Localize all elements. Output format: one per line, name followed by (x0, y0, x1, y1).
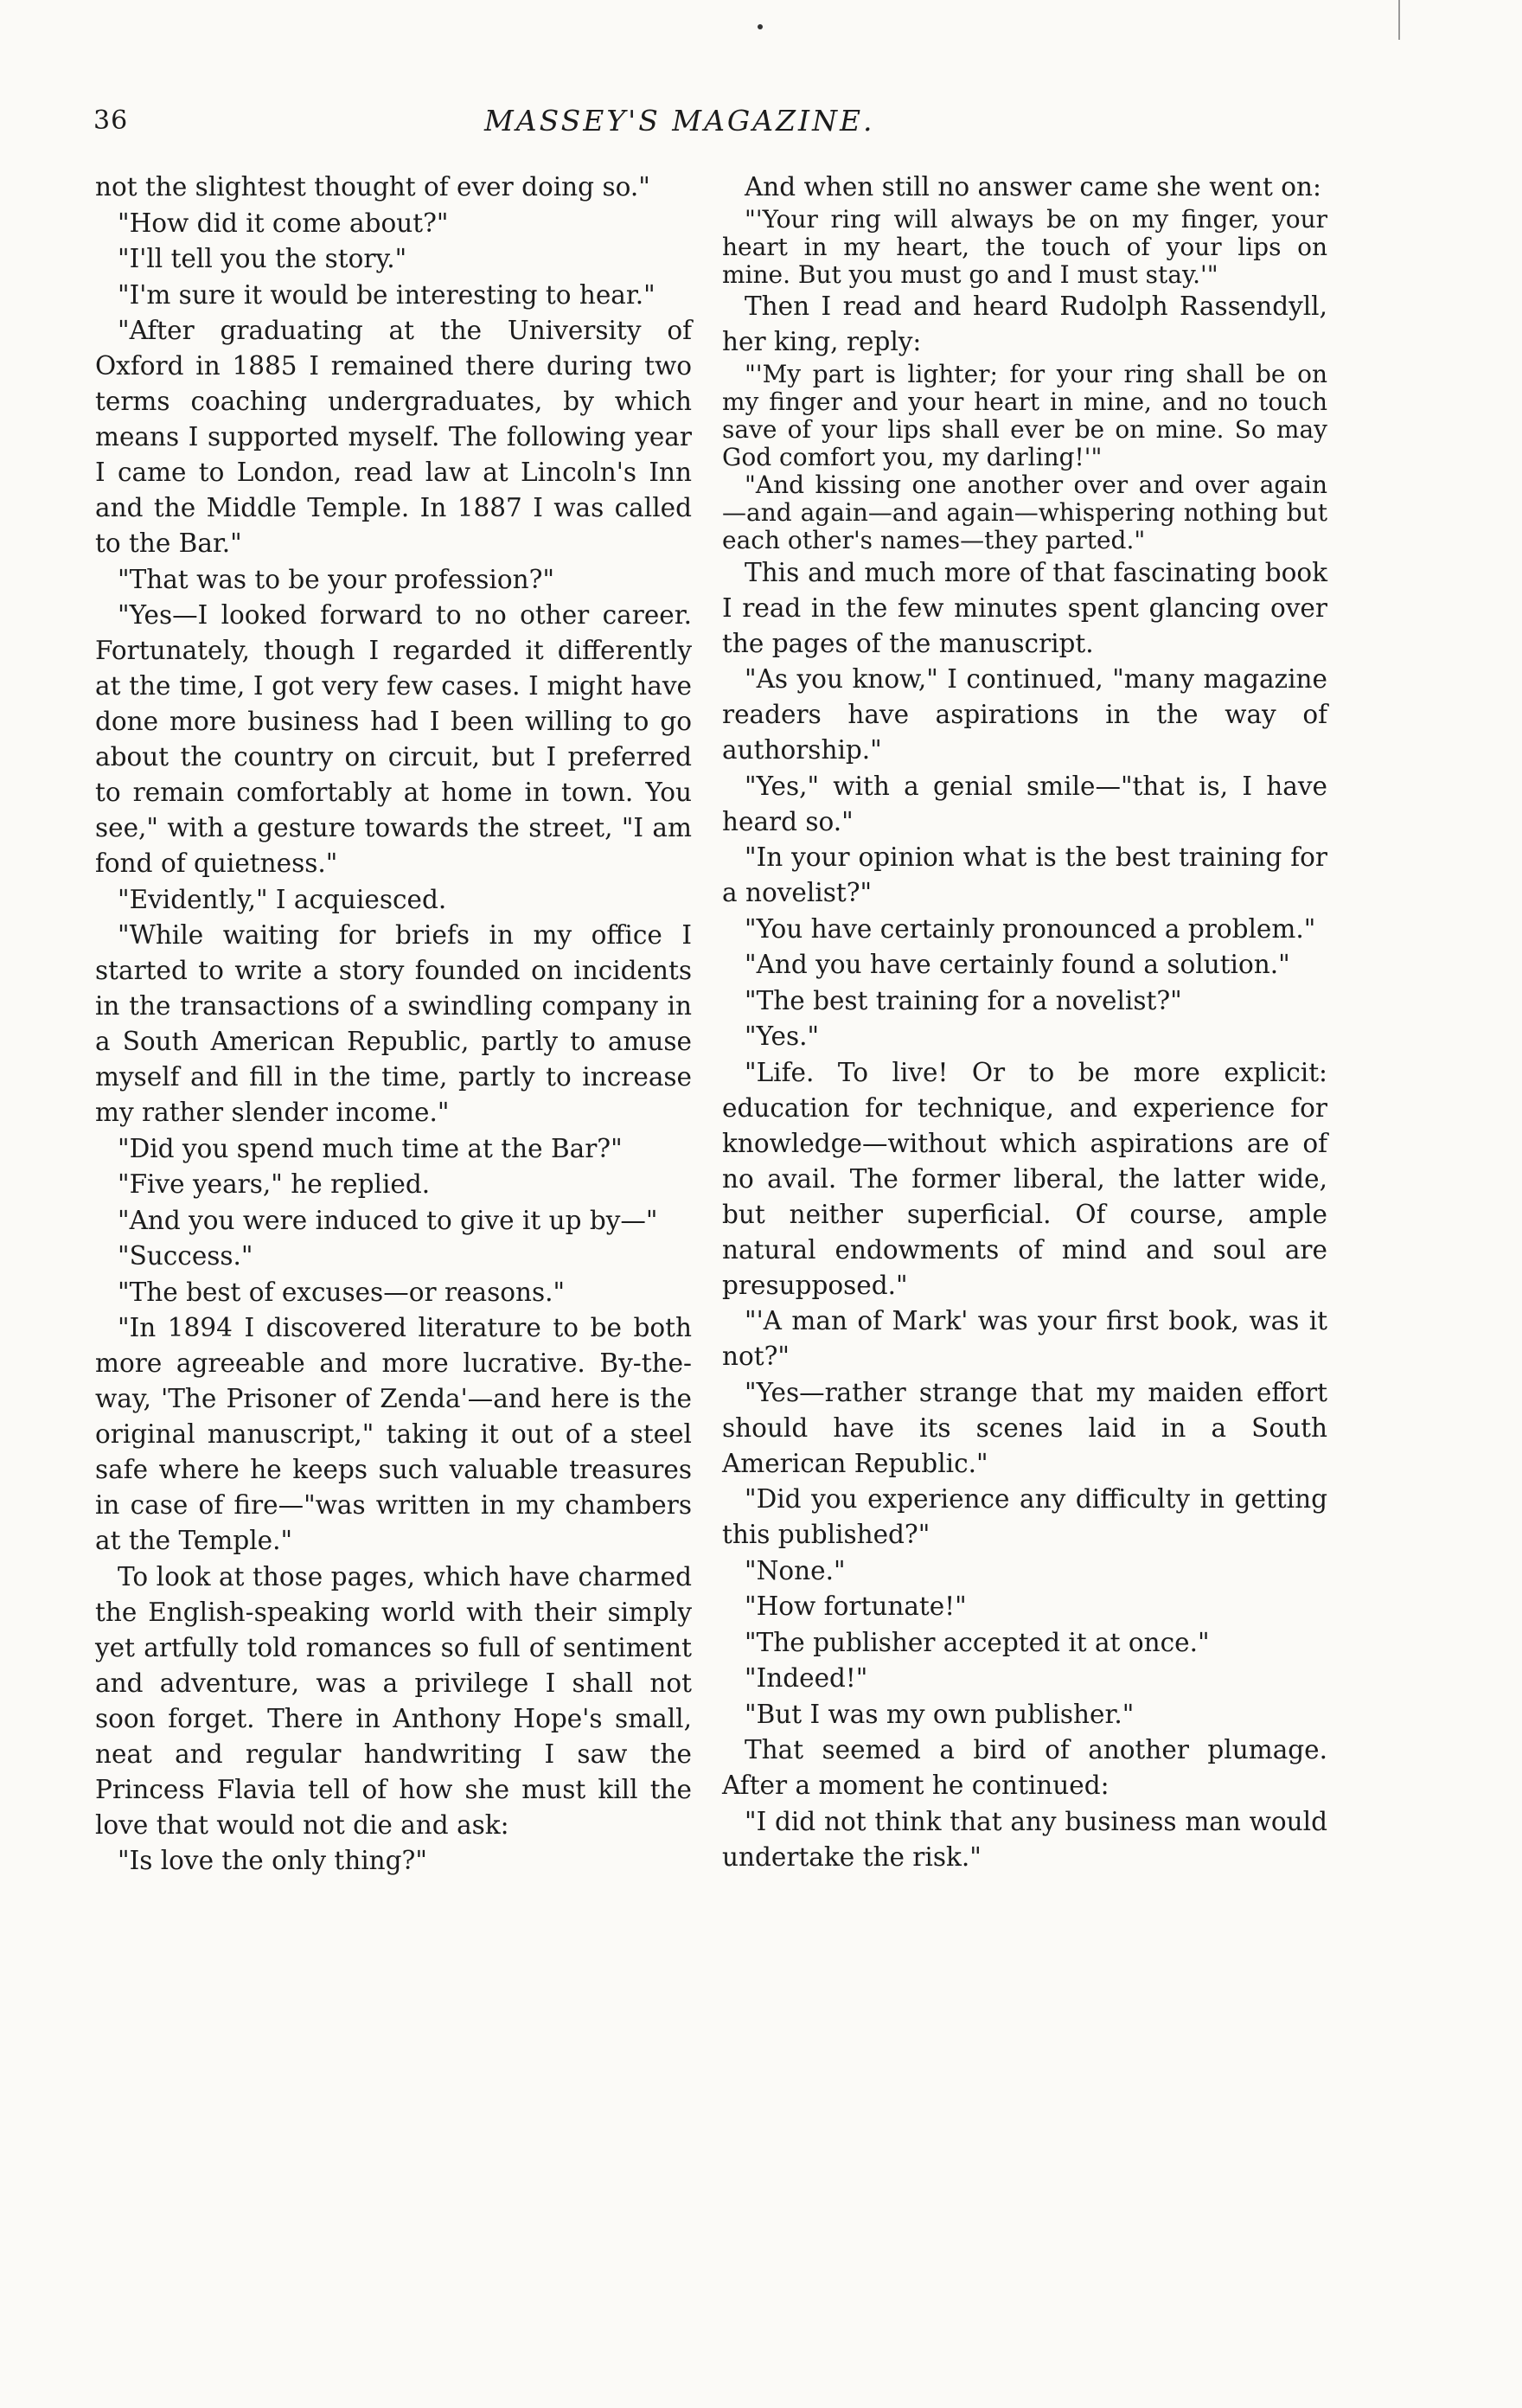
paragraph: "You have certainly pronounced a problem." (745, 913, 1316, 944)
paragraph: "I did not think that any business man would undertake the risk." (722, 1806, 1327, 1872)
paragraph: "Yes—rather strange that my maiden effort should have its scenes laid in a South American Republic." (722, 1377, 1327, 1478)
paragraph: "While waiting for briefs in my office I started to write a story founded on incidents in the transactions of a swindling company in a South American Republic, partly to amuse myself and fill in the time, partly to increase my rather slender income." (95, 920, 692, 1127)
page-number: 36 (93, 106, 129, 136)
paragraph: "How fortunate!" (745, 1591, 967, 1621)
paragraph: "That was to be your profession?" (118, 564, 555, 594)
paragraph: "Yes." (745, 1021, 820, 1051)
paragraph: "Five years," he replied. (118, 1169, 431, 1199)
paragraph: "And you were induced to give it up by—" (118, 1205, 658, 1235)
quoted-passage: "And kissing one another over and over again—and again—and again—whispering nothing but each other's names—they parted." (722, 471, 1327, 554)
running-head: MASSEY'S MAGAZINE. (484, 104, 875, 138)
paragraph: "The best training for a novelist?" (745, 985, 1182, 1015)
printer-dot (758, 24, 763, 29)
paragraph: And when still no answer came she went on: (745, 172, 1321, 202)
paragraph: "How did it come about?" (118, 208, 449, 238)
paragraph: "Life. To live! Or to be more explicit: education for technique, and experience for knowledge—without which aspirations are of no avail. The former liberal, the latter wide, but neither superficial. Of course, ample natural endowments of mind and soul are presupposed." (722, 1057, 1327, 1300)
left-column (95, 170, 692, 1880)
paragraph: Then I read and heard Rudolph Rassendyll, her king, reply: (722, 291, 1327, 356)
paragraph: "Is love the only thing?" (118, 1846, 427, 1875)
paragraph: "Success." (118, 1241, 253, 1271)
paragraph: "But I was my own publisher." (745, 1699, 1135, 1729)
paragraph: "And you have certainly found a solution." (745, 950, 1290, 979)
paragraph: "I'll tell you the story." (118, 244, 407, 273)
paragraph: "Evidently," I acquiesced. (118, 884, 447, 914)
paragraph: not the slightest thought of ever doing so." (95, 172, 650, 202)
paragraph: This and much more of that fascinating book I read in the few minutes spent glancing over the pages of the manuscript. (722, 557, 1327, 658)
paragraph: "'A man of Mark' was your first book, was it not?" (722, 1306, 1327, 1371)
paragraph: "The best of excuses—or reasons." (118, 1277, 566, 1307)
paragraph: "None." (745, 1555, 846, 1585)
paragraph: "Indeed!" (745, 1663, 868, 1693)
paragraph: "Yes," with a genial smile—"that is, I have heard so." (722, 771, 1327, 836)
paragraph: That seemed a bird of another plumage. After a moment he continued: (722, 1735, 1327, 1800)
paragraph: "In your opinion what is the best training for a novelist?" (722, 842, 1327, 907)
paragraph: "After graduating at the University of Oxford in 1885 I remained there during two terms coaching undergraduates, by which means I supported myself. The following year I came to London, read law at Lincoln's Inn and the Middle Temple. In 1887 I was called to the Bar." (95, 316, 692, 558)
paragraph: "The publisher accepted it at once." (745, 1627, 1210, 1657)
quoted-passage: "'My part is lighter; for your ring shall be on my finger and your heart in mine, and no touch save of your lips shall ever be on mine. So may God comfort you, my darling!'" (722, 359, 1327, 471)
right-column (722, 170, 1327, 1875)
paragraph: "As you know," I continued, "many magazine readers have aspirations in the way of authorship." (722, 664, 1327, 765)
paragraph: To look at those pages, which have charmed the English-speaking world with their simply yet artfully told romances so full of sentiment and adventure, was a privilege I shall not soon forget. There in Anthony Hope's small, neat and regular handwriting I saw the Princess Flavia tell of how she must kill the love that would not die and ask: (95, 1561, 692, 1840)
paragraph: "Did you experience any difficulty in getting this published?" (722, 1484, 1327, 1549)
page-edge-mark (1398, 0, 1400, 40)
quoted-passage: "'Your ring will always be on my finger, your heart in my heart, the touch of your lips on mine. But you must go and I must stay.'" (722, 204, 1327, 289)
paragraph: "Yes—I looked forward to no other career. Fortunately, though I regarded it differently at the time, I got very few cases. I might have done more business had I been willing to go about the country on circuit, but I preferred to remain comfortably at home in town. You see," with a gesture towards the street, "I am fond of quietness." (95, 600, 692, 878)
paragraph: "Did you spend much time at the Bar?" (118, 1133, 623, 1163)
paragraph: "I'm sure it would be interesting to hear." (118, 279, 655, 310)
paragraph: "In 1894 I discovered literature to be both more agreeable and more lucrative. By-the-way, 'The Prisoner of Zenda'—and here is the original manuscript," taking it out of a steel safe where he keeps such valuable treasures in case of fire—"was written in my chambers at the Temple." (95, 1313, 692, 1555)
